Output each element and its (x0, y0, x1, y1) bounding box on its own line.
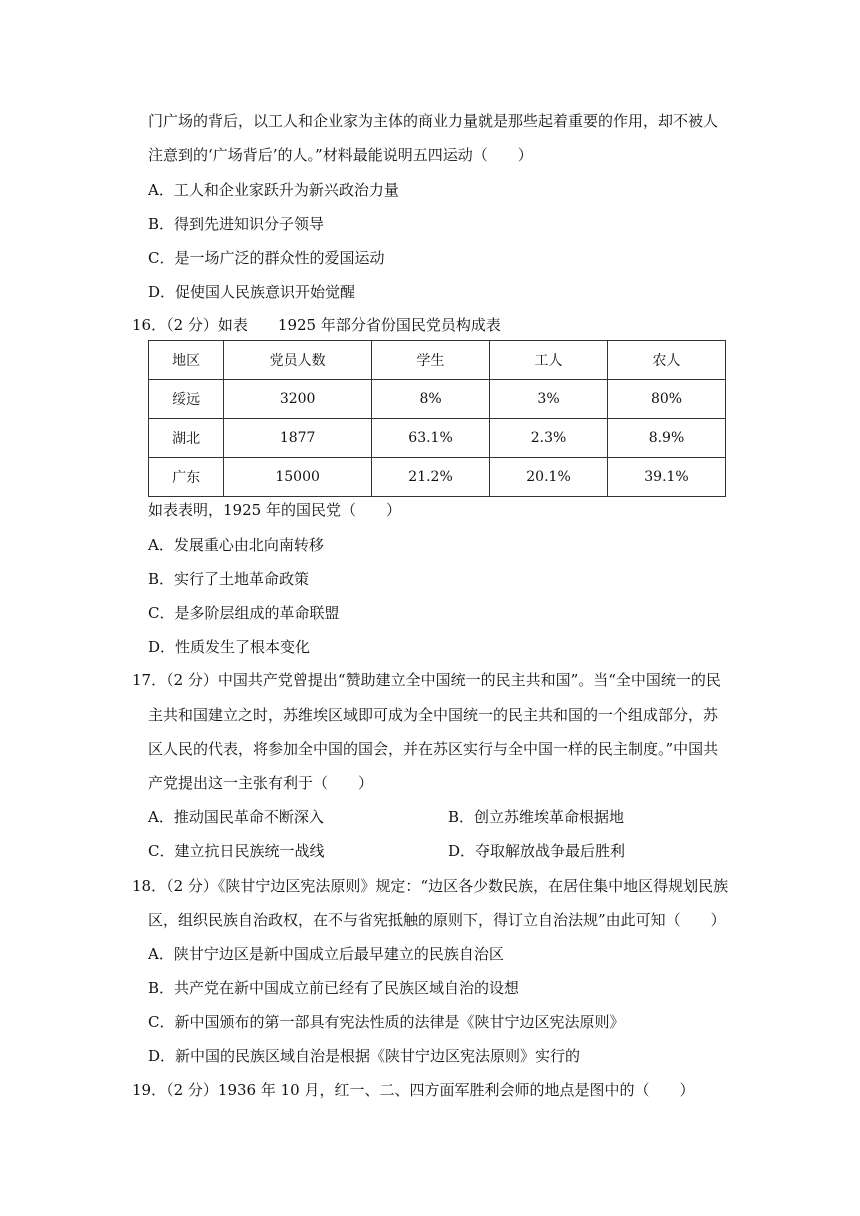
table-header-cell: 党员人数 (224, 341, 372, 380)
q18-stem-line-1: 18．（2 分）《陕甘宁边区宪法原则》规定：“边区各少数民族，在居住集中地区得规划民族 (132, 877, 729, 895)
table-header-row (149, 341, 726, 380)
table-cell: 湖北 (149, 419, 224, 458)
q17-stem-line-3: 区人民的代表，将参加全中国的国会，并在苏区实行与全中国一样的民主制度。”中国共 (148, 740, 719, 758)
q16-option-d[interactable]: D．性质发生了根本变化 (148, 638, 311, 656)
q17-option-c[interactable]: C．建立抗日民族统一战线 (148, 842, 325, 860)
table-row (149, 380, 726, 419)
q18-option-c[interactable]: C．新中国颁布的第一部具有宪法性质的法律是《陕甘宁边区宪法原则》 (148, 1013, 625, 1031)
q16-question: 如表表明，1925 年的国民党（ ） (148, 501, 401, 519)
table-cell: 20.1% (490, 458, 608, 497)
q17-option-a[interactable]: A．推动国民革命不断深入 (148, 808, 324, 826)
table-cell: 63.1% (372, 419, 490, 458)
table-cell: 8% (372, 380, 490, 419)
q16-option-a[interactable]: A．发展重心由北向南转移 (148, 536, 324, 554)
q17-stem-line-2: 主共和国建立之时，苏维埃区域即可成为全中国统一的民主共和国的一个组成部分，苏 (148, 706, 719, 724)
q15-option-c[interactable]: C．是一场广泛的群众性的爱国运动 (148, 249, 385, 267)
table-cell: 2.3% (490, 419, 608, 458)
q16-option-b[interactable]: B．实行了土地革命政策 (148, 570, 310, 588)
table-cell: 21.2% (372, 458, 490, 497)
membership-table (148, 340, 726, 497)
table-header-cell: 工人 (490, 341, 608, 380)
table-cell: 3% (490, 380, 608, 419)
q17-option-d[interactable]: D．夺取解放战争最后胜利 (448, 842, 626, 860)
table-header-cell: 农人 (608, 341, 726, 380)
q15-option-a[interactable]: A．工人和企业家跃升为新兴政治力量 (148, 181, 399, 199)
table-cell: 3200 (224, 380, 372, 419)
q18-stem-line-2: 区，组织民族自治政权，在不与省宪抵触的原则下，得订立自治法规”由此可知（ ） (148, 911, 726, 929)
table-cell: 39.1% (608, 458, 726, 497)
table-cell: 80% (608, 380, 726, 419)
q17-stem-line-1: 17．（2 分）中国共产党曾提出“赞助建立全中国统一的民主共和国”。当“全中国统一的民 (132, 671, 721, 689)
table-cell: 广东 (149, 458, 224, 497)
q17-option-b[interactable]: B．创立苏维埃革命根据地 (448, 808, 625, 826)
q17-stem-line-4: 产党提出这一主张有利于（ ） (148, 774, 374, 792)
q15-option-b[interactable]: B．得到先进知识分子领导 (148, 215, 325, 233)
q19-stem: 19．（2 分）1936 年 10 月，红一、二、四方面军胜利会师的地点是图中的（ ） (132, 1081, 695, 1099)
q18-option-a[interactable]: A．陕甘宁边区是新中国成立后最早建立的民族自治区 (148, 945, 504, 963)
table-cell: 8.9% (608, 419, 726, 458)
table-cell: 1877 (224, 419, 372, 458)
table-row (149, 458, 726, 497)
q15-stem-line-1: 门广场的背后，以工人和企业家为主体的商业力量就是那些起着重要的作用，却不被人 (148, 112, 719, 130)
table-header-cell: 学生 (372, 341, 490, 380)
q16-option-c[interactable]: C．是多阶层组成的革命联盟 (148, 604, 340, 622)
q16-stem: 16．（2 分）如表 1925 年部分省份国民党员构成表 (132, 316, 501, 334)
table-header-cell: 地区 (149, 341, 224, 380)
table-cell: 15000 (224, 458, 372, 497)
table-cell: 绥远 (149, 380, 224, 419)
q18-option-b[interactable]: B．共产党在新中国成立前已经有了民族区域自治的设想 (148, 979, 520, 997)
q15-stem-line-2: 注意到的‘广场背后’的人。”材料最能说明五四运动（ ） (148, 146, 533, 164)
table-row (149, 419, 726, 458)
q15-option-d[interactable]: D．促使国人民族意识开始觉醒 (148, 283, 356, 301)
q18-option-d[interactable]: D．新中国的民族区域自治是根据《陕甘宁边区宪法原则》实行的 (148, 1047, 581, 1065)
